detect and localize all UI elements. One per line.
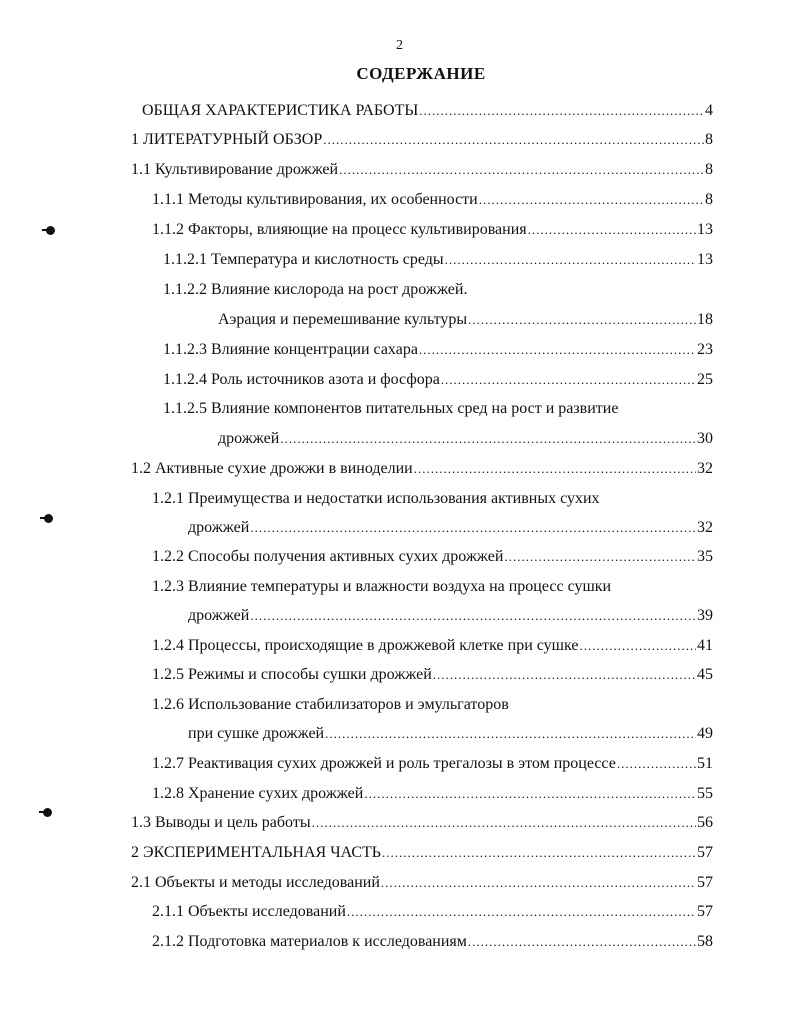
toc-entry-text: 2.1.2 Подготовка материалов к исследованиям [152, 933, 467, 950]
toc-entry-page: 23 [697, 341, 713, 358]
toc-entry-page: 56 [697, 814, 713, 831]
page-number: 2 [396, 38, 403, 53]
toc-entry [142, 100, 713, 122]
toc-entry [131, 812, 713, 834]
toc-entry-text: 1.2.1 Преимущества и недостатки использования активных сухих [152, 490, 600, 507]
toc-entry [152, 664, 713, 686]
toc-entry-text: 1.2.8 Хранение сухих дрожжей [152, 785, 364, 802]
toc-entry-text: 1.1.2.3 Влияние концентрации сахара [163, 341, 418, 358]
toc-leader [250, 605, 696, 627]
toc-entry-page: 8 [705, 131, 713, 148]
toc-entry-text: 1.2.4 Процессы, происходящие в дрожжевой клетке при сушке [152, 637, 579, 654]
toc-leader [364, 783, 696, 805]
toc-entry-text: 1.1.2.2 Влияние кислорода на рост дрожжей. [163, 281, 468, 298]
toc-entry [152, 635, 713, 657]
toc-entry-text: дрожжей [188, 519, 250, 536]
toc-entry [152, 753, 713, 775]
toc-entry [152, 901, 713, 923]
toc-entry-page: 4 [705, 102, 713, 119]
toc-leader [419, 339, 696, 361]
toc-entry-text: при сушке дрожжей [188, 725, 325, 742]
toc-entry-page: 39 [697, 607, 713, 624]
toc-entry-page: 41 [697, 637, 713, 654]
toc-entry-page: 57 [697, 844, 713, 861]
toc-entry [152, 189, 713, 211]
toc-entry-text: 2.1 Объекты и методы исследований [131, 874, 380, 891]
toc-entry-text: 1.1.2.1 Температура и кислотность среды [163, 251, 444, 268]
toc-leader [339, 159, 704, 181]
toc-entry [218, 309, 713, 331]
toc-entry-page: 13 [697, 221, 713, 238]
toc-entry [163, 369, 713, 391]
toc-leader [312, 812, 696, 834]
toc-entry [131, 129, 713, 151]
toc-entry [152, 546, 713, 568]
toc-leader [479, 189, 704, 211]
toc-leader [381, 872, 696, 894]
toc-entry-text: 1.2.7 Реактивация сухих дрожжей и роль трегалозы в этом процессе [152, 755, 616, 772]
scan-speck-icon [44, 514, 53, 523]
toc-leader [280, 428, 696, 450]
toc-entry [188, 517, 713, 539]
toc-entry-page: 32 [697, 519, 713, 536]
toc-leader [617, 753, 696, 775]
toc-entry [152, 219, 713, 241]
toc-entry-text: 1.1.2.4 Роль источников азота и фосфора [163, 371, 440, 388]
toc-leader [468, 309, 696, 331]
toc-entry-text: 1.3 Выводы и цель работы [131, 814, 311, 831]
toc-entry-page: 30 [697, 430, 713, 447]
toc-leader [579, 635, 696, 657]
toc-entry [188, 723, 713, 745]
toc-leader [382, 842, 696, 864]
toc-entry-text: 1.2 Активные сухие дрожжи в виноделии [131, 460, 413, 477]
toc-entry [131, 159, 713, 181]
toc-entry-page: 8 [705, 191, 713, 208]
toc-entry [152, 783, 713, 805]
page-title: СОДЕРЖАНИЕ [356, 64, 486, 83]
toc-entry-text: дрожжей [188, 607, 250, 624]
toc-entry-page: 32 [697, 460, 713, 477]
toc-entry-page: 8 [705, 161, 713, 178]
toc-leader [250, 517, 696, 539]
toc-entry [131, 458, 713, 480]
toc-leader [347, 901, 696, 923]
toc-entry-text: 2.1.1 Объекты исследований [152, 903, 346, 920]
toc-entry [188, 605, 713, 627]
toc-entry-text: 1.1 Культивирование дрожжей [131, 161, 339, 178]
toc-leader [433, 664, 696, 686]
toc-entry-page: 13 [697, 251, 713, 268]
toc-entry-page: 55 [697, 785, 713, 802]
toc-entry-page: 49 [697, 725, 713, 742]
toc-entry-page: 35 [697, 548, 713, 565]
toc-entry-text: Аэрация и перемешивание культуры [218, 311, 468, 328]
toc-entry-text: 1.2.6 Использование стабилизаторов и эмульгаторов [152, 696, 509, 713]
toc-entry-text: 1.1.2.5 Влияние компонентов питательных сред на рост и развитие [163, 400, 619, 417]
toc-entry-text: 1.2.3 Влияние температуры и влажности воздуха на процесс сушки [152, 578, 612, 595]
toc-leader [414, 458, 696, 480]
toc-entry-text: 1 ЛИТЕРАТУРНЫЙ ОБЗОР [131, 131, 323, 148]
toc-entry [131, 872, 713, 894]
toc-entry [131, 842, 713, 864]
toc-entry-page: 51 [697, 755, 713, 772]
toc-entry-text: 1.1.1 Методы культивирования, их особенности [152, 191, 478, 208]
toc-entry [152, 931, 713, 953]
toc-leader [325, 723, 696, 745]
toc-entry-text: 1.2.2 Способы получения активных сухих дрожжей [152, 548, 504, 565]
toc-leader [419, 100, 704, 122]
toc-entry [163, 249, 713, 271]
toc-entry [218, 428, 713, 450]
scan-speck-icon [43, 808, 52, 817]
toc-entry-text: 2 ЭКСПЕРИМЕНТАЛЬНАЯ ЧАСТЬ [131, 844, 381, 861]
scan-speck-icon [46, 226, 55, 235]
toc-leader [323, 129, 704, 151]
toc-leader [441, 369, 696, 391]
toc-leader [528, 219, 696, 241]
toc-entry-page: 58 [697, 933, 713, 950]
toc-entry-page: 57 [697, 874, 713, 891]
toc-entry-text: ОБЩАЯ ХАРАКТЕРИСТИКА РАБОТЫ [142, 102, 419, 119]
toc-leader [445, 249, 696, 271]
toc-entry [163, 339, 713, 361]
toc-entry-text: 1.1.2 Факторы, влияющие на процесс культивирования [152, 221, 527, 238]
toc-leader [468, 931, 696, 953]
toc-entry-page: 57 [697, 903, 713, 920]
toc-entry-text: дрожжей [218, 430, 280, 447]
toc-entry-page: 18 [697, 311, 713, 328]
toc-entry-text: 1.2.5 Режимы и способы сушки дрожжей [152, 666, 432, 683]
toc-entry-page: 25 [697, 371, 713, 388]
toc-entry-page: 45 [697, 666, 713, 683]
toc-leader [504, 546, 696, 568]
